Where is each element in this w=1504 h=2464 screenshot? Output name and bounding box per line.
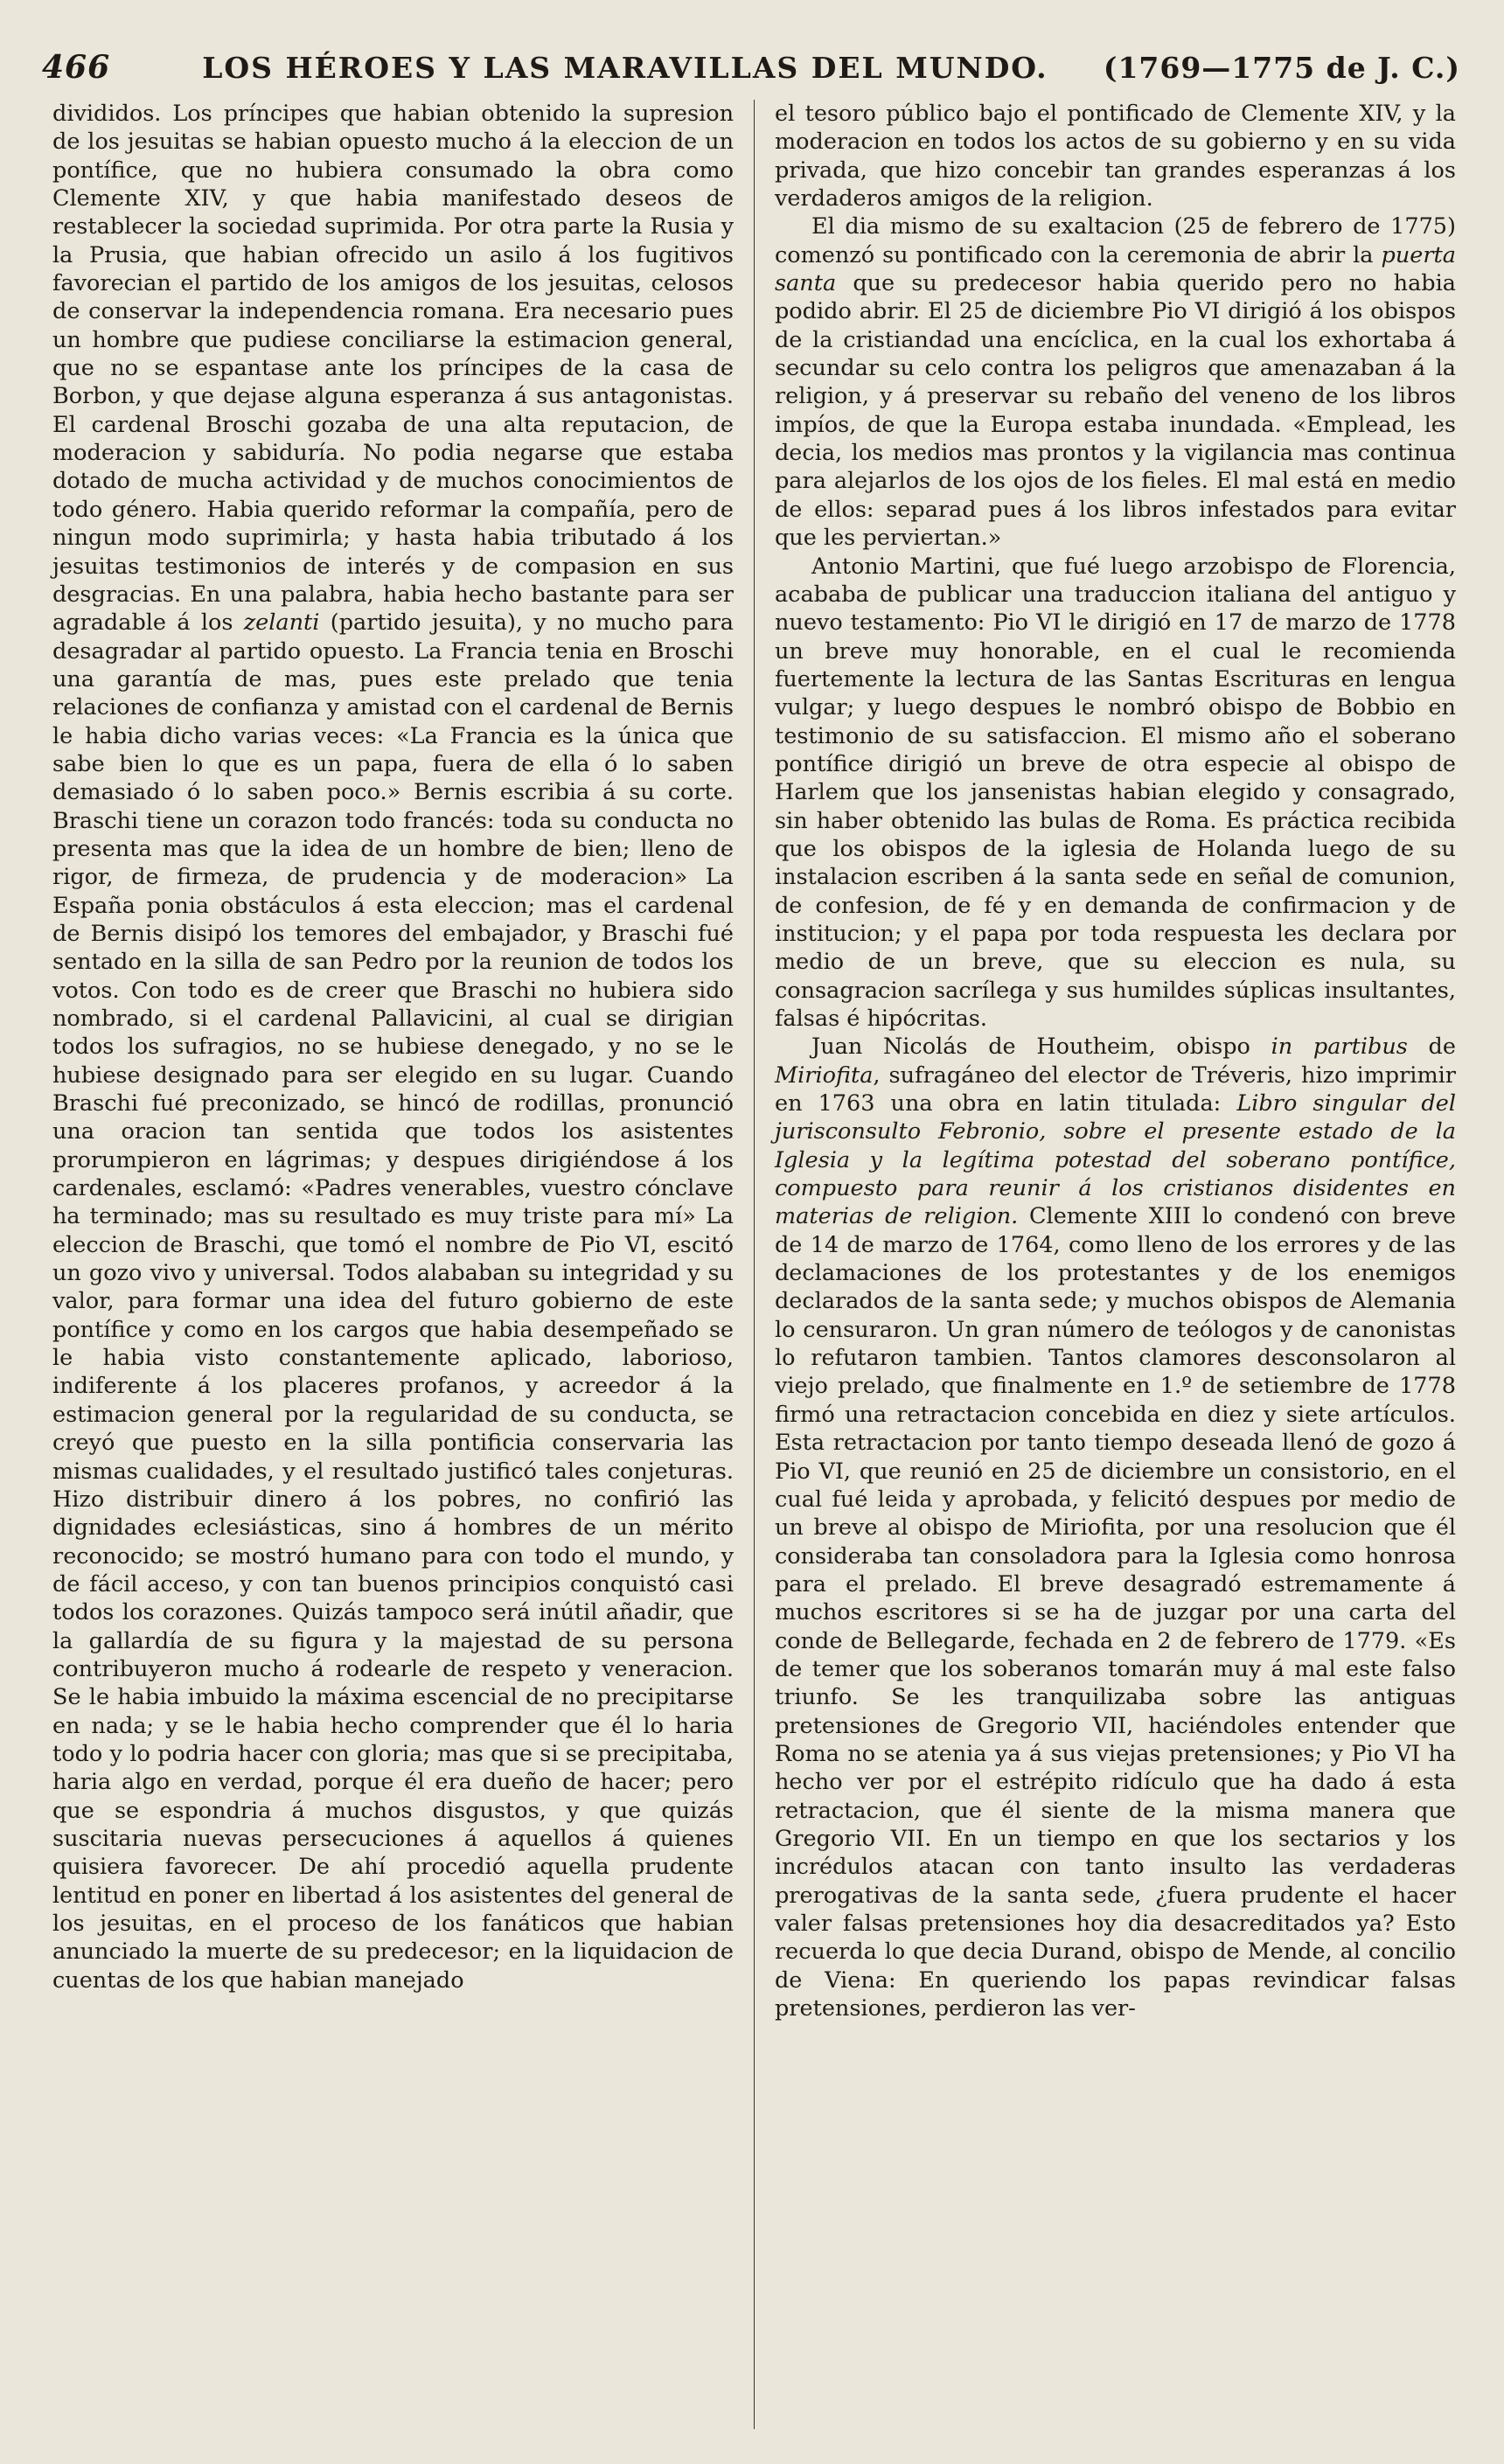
- right-paragraph-2: El dia mismo de su exaltacion (25 de febrero de 1775) comenzó su pontificado con la ceremonia de abrir la puerta santa que su predecesor habia querido pero no habia podido abrir. El 25 de diciembre Pio VI dirigió á los obispos de la cristiandad una encíclica, en la cual los exhortaba á secundar su celo contra los peligros que amenazaban á la religion, y á preservar su rebaño del veneno de los libros impíos, de que la Europa estaba inundada. «Emplead, les decia, los medios mas prontos y la vigilancia mas continua para alejarlos de los ojos de los fieles. El mal está en medio de ellos: separad pues á los libros infestados para evitar que les perviertan.»: [774, 213, 1456, 552]
- date-range: (1769—1775 de J. C.): [1103, 51, 1460, 85]
- right-column: [775, 100, 1456, 2429]
- italic-term: in partibus: [1271, 1034, 1408, 1061]
- right-paragraph-4: Juan Nicolás de Houtheim, obispo in partibus de Miriofita, sufragáneo del elector de Tréveris, hizo imprimir en 1763 una obra en latin titulada: Libro singular del jurisconsulto Febronio, sobre el presente estado de la Iglesia y la legítima potestad del soberano pontífice, compuesto para reunir á los cristianos disidentes en materias de religion. Clemente XIII lo condenó con breve de 14 de marzo de 1764, como lleno de los errores y de las declamaciones de los protestantes y de los enemigos declarados de la santa sede; y muchos obispos de Alemania lo censuraron. Un gran número de teólogos y de canonistas lo refutaron tambien. Tantos clamores desconsolaron al viejo prelado, que finalmente en 1.º de setiembre de 1778 firmó una retractacion concebida en diez y siete artículos. Esta retractacion por tanto tiempo deseada llenó de gozo á Pio VI, que reunió en 25 de diciembre un consistorio, en el cual fué leida y aprobada, y felicitó despues por medio de un breve al obispo de Miriofita, por una resolucion que él consideraba tan consoladora para la Iglesia como honrosa para el prelado. El breve desagradó estremamente á muchos escritores si se ha de juzgar por una carta del conde de Bellegarde, fechada en 2 de febrero de 1779. «Es de temer que los soberanos tomarán muy á mal este falso triunfo. Se les tranquilizaba sobre las antiguas pretensiones de Gregorio VII, haciéndoles entender que Roma no se atenia ya á sus viejas pretensiones; y Pio VI ha hecho ver por el estrépito ridículo que ha dado á esta retractacion, que él siente de la misma manera que Gregorio VII. En un tiempo en que los sectarios y los incrédulos atacan con tanto insulto las verdaderas prerogativas de la santa sede, ¿fuera prudente el hacer valer falsas pretensiones hoy dia desacreditados ya? Esto recuerda lo que decia Durand, obispo de Mende, al concilio de Viena: En queriendo los papas revindicar falsas pretensiones, perdieron las ver-: [774, 1034, 1456, 2022]
- left-column: [52, 100, 734, 2429]
- italic-term: zelanti: [243, 609, 320, 637]
- italic-book-title: Libro singular del jurisconsulto Febronio, sobre el presente estado de la Iglesia y la legítima potestad del soberano pontífice, compuesto para reunir á los cristianos disidentes en materias de religion.: [774, 1090, 1456, 1230]
- italic-term: Miriofita: [774, 1061, 874, 1089]
- page-number: 466: [42, 49, 111, 86]
- running-title: LOS HÉROES Y LAS MARAVILLAS DEL MUNDO.: [202, 51, 1048, 85]
- column-divider: [754, 100, 755, 2429]
- right-paragraph-1: el tesoro público bajo el pontificado de Clemente XIV, y la moderacion en todos los actos de su gobierno y en su vida privada, que hizo concebir tan grandes esperanzas á los verdaderos amigos de la religion.: [774, 101, 1456, 212]
- page-header: [42, 49, 1460, 94]
- right-paragraph-3: Antonio Martini, que fué luego arzobispo de Florencia, acababa de publicar una traduccion italiana del antiguo y nuevo testamento: Pio VI le dirigió en 17 de marzo de 1778 un breve muy honorable, en el cual le recomienda fuertemente la lectura de las Santas Escrituras en lengua vulgar; y luego despues le nombró obispo de Bobbio en testimonio de su satisfaccion. El mismo año el soberano pontífice dirigió un breve de otra especie al obispo de Harlem que los jansenistas habian elegido y consagrado, sin haber obtenido las bulas de Roma. Es práctica recibida que los obispos de la iglesia de Holanda luego de su instalacion escriben á la santa sede en señal de comunion, de confesion, de fé y en demanda de confirmacion y de institucion; y el papa por toda respuesta les declara por medio de un breve, que su eleccion es nula, su consagracion sacrílega y sus humildes súplicas insultantes, falsas é hipócritas.: [774, 553, 1456, 1032]
- left-paragraph-1: divididos. Los príncipes que habian obtenido la supresion de los jesuitas se habian opuesto mucho á la eleccion de un pontífice, que no hubiera consumado la obra como Clemente XIV, y que habia manifestado deseos de restablecer la sociedad suprimida. Por otra parte la Rusia y la Prusia, que habian ofrecido un asilo á los fugitivos favorecian el partido de los amigos de los jesuitas, celosos de conservar la independencia romana. Era necesario pues un hombre que pudiese conciliarse la estimacion general, que no se espantase ante los príncipes de la casa de Borbon, y que dejase alguna esperanza á sus antagonistas. El cardenal Broschi gozaba de una alta reputacion, de moderacion y sabiduría. No podia negarse que estaba dotado de mucha actividad y de muchos conocimientos de todo género. Habia querido reformar la compañía, pero de ningun modo suprimirla; y hasta habia tributado á los jesuitas testimonios de interés y de compasion en sus desgracias. En una palabra, habia hecho bastante para ser agradable á los zelanti (partido jesuita), y no mucho para desagradar al partido opuesto. La Francia tenia en Broschi una garantía de mas, pues este prelado que tenia relaciones de confianza y amistad con el cardenal de Bernis le habia dicho varias veces: «La Francia es la única que sabe bien lo que es un papa, fuera de ella ó lo saben demasiado ó lo saben poco.» Bernis escribia á su corte. Braschi tiene un corazon todo francés: toda su conducta no presenta mas que la idea de un hombre de bien; lleno de rigor, de firmeza, de prudencia y de moderacion» La España ponia obstáculos á esta eleccion; mas el cardenal de Bernis disipó los temores del embajador, y Braschi fué sentado en la silla de san Pedro por la reunion de todos los votos. Con todo es de creer que Braschi no hubiera sido nombrado, si el cardenal Pallavicini, al cual se dirigian todos los sufragios, no se hubiese denegado, y no se le hubiese designado para ser elegido en su lugar. Cuando Braschi fué preconizado, se hincó de rodillas, pronunció una oracion tan sentida que todos los asistentes prorumpieron en lágrimas; y despues dirigiéndose á los cardenales, esclamó: «Padres venerables, vuestro cónclave ha terminado; mas su resultado es muy triste para mí» La eleccion de Braschi, que tomó el nombre de Pio VI, escitó un gozo vivo y universal. Todos alababan su integridad y su valor, para formar una idea del futuro gobierno de este pontífice y como en los cargos que habia desempeñado se le habia visto constantemente aplicado, laborioso, indiferente á los placeres profanos, y acreedor á la estimacion general por la regularidad de su conducta, se creyó que puesto en la silla pontificia conservaria las mismas cualidades, y el resultado justificó tales conjeturas. Hizo distribuir dinero á los pobres, no confirió las dignidades eclesiásticas, sino á hombres de un mérito reconocido; se mostró humano para con todo el mundo, y de fácil acceso, y con tan buenos principios conquistó casi todos los corazones. Quizás tampoco será inútil añadir, que la gallardía de su figura y la majestad de su persona contribuyeron mucho á rodearle de respeto y veneracion. Se le habia imbuido la máxima escencial de no precipitarse en nada; y se le habia hecho comprender que él lo haria todo y lo podria hacer con gloria; mas que si se precipitaba, haria algo en verdad, porque él era dueño de hacer; pero que se espondria á muchos disgustos, y que quizás suscitaria nuevas persecuciones á aquellos á quienes quisiera favorecer. De ahí procedió aquella prudente lentitud en poner en libertad á los asistentes del general de los jesuitas, en el proceso de los fanáticos que habian anunciado la muerte de su predecesor; en la liquidacion de cuentas de los que habian manejado: [52, 101, 734, 1994]
- italic-term: puerta santa: [774, 241, 1456, 297]
- text-columns: [52, 100, 1456, 2429]
